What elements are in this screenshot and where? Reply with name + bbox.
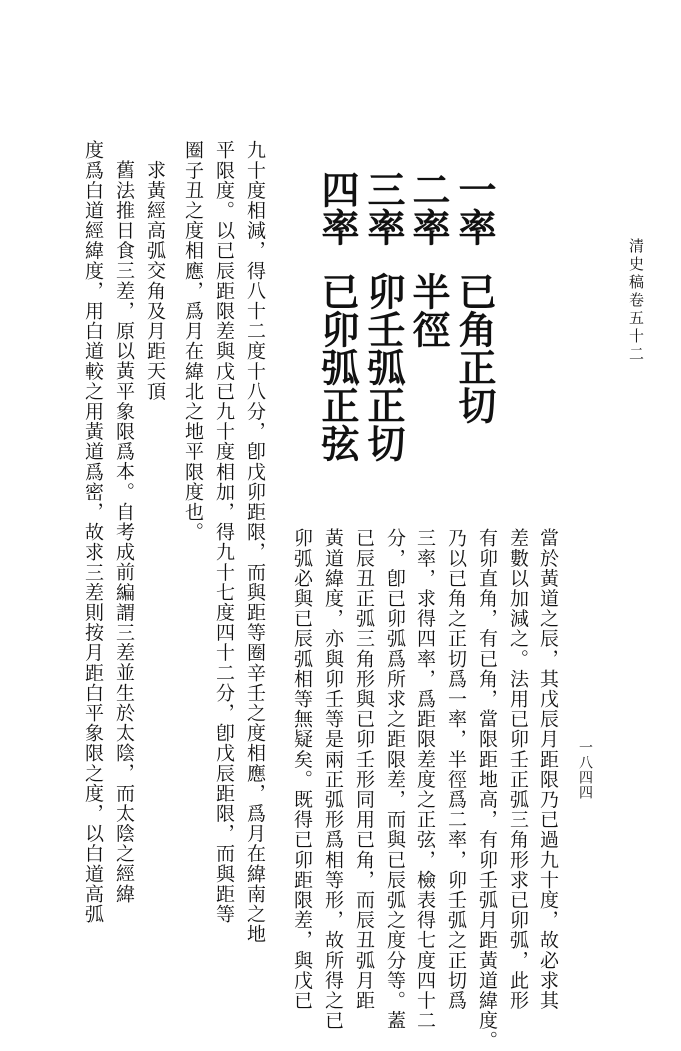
formula-label: 四率 [315, 170, 360, 246]
text-column: 卯弧必與已辰弧相等無疑矣。既得已卯距限差，與戊已 [291, 528, 313, 1011]
formula-value: 已角正切 [452, 272, 497, 424]
formula-label: 一率 [452, 170, 497, 246]
formula-label: 二率 [406, 170, 451, 246]
text-column: 圈子丑之度相應，爲月在緯北之地平限度也。 [182, 140, 204, 542]
formula-row [452, 170, 497, 450]
text-column: 舊法推日食三差，原以黃平象限爲本。自考成前編謂三差並生於太陰，而太陰之經緯 [113, 160, 135, 904]
formula-row [315, 170, 360, 462]
text-column: 有卯直角，有已角，當限距地高，有卯壬弧月距黃道緯度。 [476, 528, 498, 1051]
section-heading: 求黃經高弧交角及月距天頂 [144, 160, 166, 402]
text-column: 分，卽已卯弧爲所求之距限差，而與已辰弧之度分等。蓋 [384, 528, 406, 1031]
formula-value: 已卯弧正弦 [315, 272, 360, 462]
text-column: 乃以已角之正切爲一率，半徑爲二率，卯壬弧之正切爲 [445, 528, 467, 1011]
formula-row [361, 170, 406, 462]
page-number: 一八四四 [577, 740, 593, 800]
text-column: 度爲白道經緯度，用白道較之用黃道爲密，故求三差則按月距白平象限之度，以白道高弧 [82, 140, 104, 924]
text-column: 平限度。以已辰距限差與戊已九十度相加，得九十七度四十二分，卽戊辰距限，而與距等 [213, 140, 235, 924]
formula-value: 卯壬弧正切 [361, 272, 406, 462]
text-column: 已辰丑正弧三角形與已卯壬形同用已角，而辰丑弧月距 [353, 528, 375, 1011]
text-column: 九十度相減，得八十二度十八分，卽戊卯距限，而與距等圈辛壬之度相應，爲月在緯南之地 [244, 140, 266, 944]
text-column: 當於黃道之辰，其戊辰月距限乃已過九十度，故必求其 [537, 528, 559, 1011]
formula-value: 半徑 [406, 272, 451, 348]
formula-label: 三率 [361, 170, 406, 246]
text-column: 差數以加減之。法用已卯壬正弧三角形求已卯弧，此形 [507, 528, 529, 1011]
text-column: 三率，求得四率，爲距限差度之正弦，檢表得七度四十二 [414, 528, 436, 1031]
text-column: 黃道緯度，亦與卯壬等是兩正弧形爲相等形，故所得之已 [322, 528, 344, 1031]
running-header: 清史稿卷五十二 [627, 238, 645, 364]
formula-row [406, 170, 451, 450]
